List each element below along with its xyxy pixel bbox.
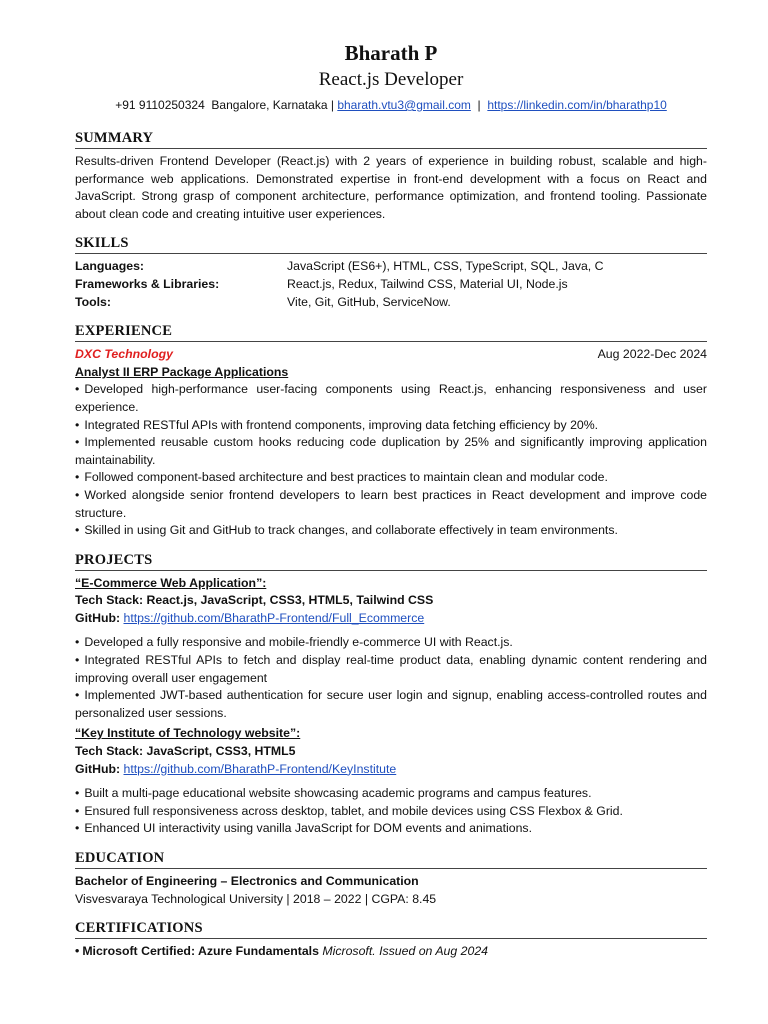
candidate-role: React.js Developer xyxy=(318,69,464,90)
skill-value: JavaScript (ES6+), HTML, CSS, TypeScript, SQL, Java, C xyxy=(287,259,604,274)
github-label: GitHub: xyxy=(75,761,121,776)
job-position: Analyst II ERP Package Applications xyxy=(75,364,289,379)
project-title: “E-Commerce Web Application”: xyxy=(75,575,267,590)
project-github xyxy=(75,761,707,779)
location: Bangalore, Karnataka xyxy=(211,98,328,112)
certification-issuer: Microsoft. Issued on Aug 2024 xyxy=(322,944,489,959)
list-item: • Integrated RESTful APIs with frontend components, improving data fetching efficiency by 20%. xyxy=(75,417,707,435)
certifications-heading: CERTIFICATIONS xyxy=(75,920,707,939)
email-link[interactable]: bharath.vtu3@gmail.com xyxy=(337,98,471,112)
experience-bullets xyxy=(75,381,707,539)
skill-label: Tools: xyxy=(75,294,111,309)
linkedin-link[interactable]: https://linkedin.com/in/bharathp10 xyxy=(487,98,667,112)
list-item: • Enhanced UI interactivity using vanilla JavaScript for DOM events and animations. xyxy=(75,820,707,838)
list-item: • Implemented JWT-based authentication for secure user login and signup, enabling access-controlled routes and personalized user sessions. xyxy=(75,687,707,722)
list-item: • Implemented reusable custom hooks reducing code duplication by 25% and significantly improving application maintainability. xyxy=(75,434,707,469)
certification-item xyxy=(75,943,707,961)
education-details: Visvesvaraya Technological University | 2018 – 2022 | CGPA: 8.45 xyxy=(75,891,437,906)
project-tech-stack: Tech Stack: JavaScript, CSS3, HTML5 xyxy=(75,744,296,759)
list-item: • Developed high-performance user-facing components using React.js, enhancing responsiveness and user experience. xyxy=(75,381,707,416)
project-title: “Key Institute of Technology website”: xyxy=(75,726,301,741)
job-dates: Aug 2022-Dec 2024 xyxy=(597,347,707,362)
company-name: DXC Technology xyxy=(75,347,173,362)
list-item: • Ensured full responsiveness across desktop, tablet, and mobile devices using CSS Flexbox & Grid. xyxy=(75,803,707,821)
list-item: • Developed a fully responsive and mobile-friendly e-commerce UI with React.js. xyxy=(75,634,707,652)
job-header xyxy=(75,346,707,364)
github-label: GitHub: xyxy=(75,610,121,625)
degree: Bachelor of Engineering – Electronics and Communication xyxy=(75,874,419,888)
list-item: • Built a multi-page educational website showcasing academic programs and campus features. xyxy=(75,785,707,803)
skill-value: React.js, Redux, Tailwind CSS, Material UI, Node.js xyxy=(287,276,568,291)
contact-line: +91 9110250324 Bangalore, Karnataka | bharath.vtu3@gmail.com | https://linkedin.com/in/bharathp10 xyxy=(115,98,667,112)
skills-table xyxy=(75,258,707,311)
skill-value: Vite, Git, GitHub, ServiceNow. xyxy=(287,294,451,309)
project-bullets xyxy=(75,634,707,722)
skill-label: Languages: xyxy=(75,259,145,274)
resume-page xyxy=(75,40,707,961)
list-item: • Integrated RESTful APIs to fetch and display real-time product data, enabling dynamic content rendering and improving overall user engagement xyxy=(75,652,707,687)
education-heading: EDUCATION xyxy=(75,850,707,869)
projects-heading: PROJECTS xyxy=(75,552,707,571)
project-bullets xyxy=(75,785,707,838)
candidate-name: Bharath P xyxy=(344,41,438,65)
summary-heading: SUMMARY xyxy=(75,130,707,149)
skills-heading: SKILLS xyxy=(75,235,707,254)
certification-name: • Microsoft Certified: Azure Fundamentals xyxy=(75,944,319,958)
phone: +91 9110250324 xyxy=(115,98,205,112)
list-item: • Skilled in using Git and GitHub to track changes, and collaborate effectively in team environments. xyxy=(75,522,707,540)
skill-label: Frameworks & Libraries: xyxy=(75,276,220,291)
project-tech-stack: Tech Stack: React.js, JavaScript, CSS3, HTML5, Tailwind CSS xyxy=(75,593,434,608)
project-github xyxy=(75,610,707,628)
summary-text: Results-driven Frontend Developer (React.js) with 2 years of experience in building robust, scalable and high-performance web applications. Demonstrated expertise in front-end development with a focus on React and JavaScript. Strong grasp of component architecture, performance optimization, and frontend tooling. Passionate about clean code and creating intuitive user experiences. xyxy=(75,154,707,221)
experience-heading: EXPERIENCE xyxy=(75,323,707,342)
list-item: • Followed component-based architecture and best practices to maintain clean and modular code. xyxy=(75,469,707,487)
github-link[interactable]: https://github.com/BharathP-Frontend/KeyInstitute xyxy=(123,761,397,776)
github-link[interactable]: https://github.com/BharathP-Frontend/Full_Ecommerce xyxy=(123,610,425,625)
list-item: • Worked alongside senior frontend developers to learn best practices in React development and improve code structure. xyxy=(75,487,707,522)
